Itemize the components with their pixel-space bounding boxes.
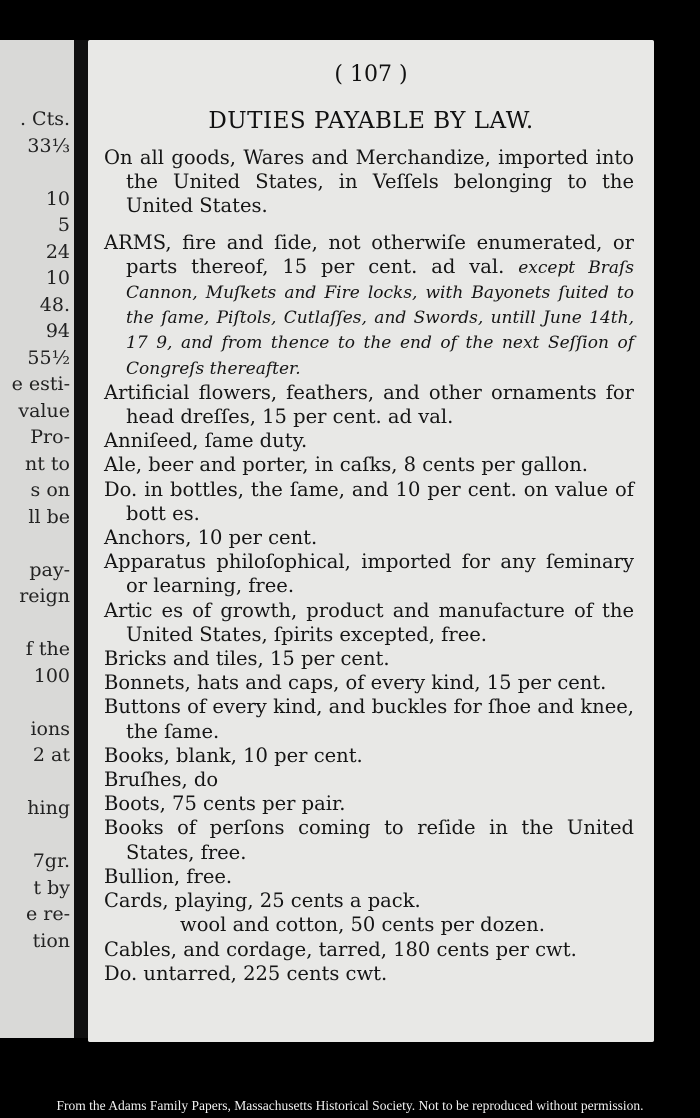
left-page-line: reign xyxy=(19,585,70,607)
left-page-line: t by xyxy=(33,876,70,899)
arms-exception: except Braſs Cannon, Muſkets and Fire locks, with Bayonets ſuited to the ſame, Piſtols, Cutlaſſes, and Swords, untill June 14th, 17 9, and from thence to the end of the next Seſſion of Congreſs thereafter. xyxy=(126,257,634,379)
intro-paragraph: On all goods, Wares and Merchandize, imported into the United States, in Veſſels belonging to the United States. xyxy=(104,146,634,218)
duty-entry: Ale, beer and porter, in caſks, 8 cents per gallon. xyxy=(104,453,588,477)
duty-entry: Cables, and cordage, tarred, 180 cents per cwt. xyxy=(104,937,577,961)
duty-entry: Bonnets, hats and caps, of every kind, 15 per cent. xyxy=(104,671,607,695)
duty-entry: Bruſhes, do xyxy=(104,768,219,792)
left-page-line: 5 xyxy=(57,214,70,236)
duty-entry: Books, blank, 10 per cent. xyxy=(104,743,363,767)
duty-entry: Buttons of every kind, and buckles for ſhoe and knee, the ſame. xyxy=(104,695,634,743)
left-page-line: nt to xyxy=(25,452,70,475)
left-page-line: ions xyxy=(30,717,70,740)
left-page-line: Pro- xyxy=(30,426,70,448)
entry-arms xyxy=(104,231,634,381)
left-page-line: 100 xyxy=(33,664,70,687)
left-page-line: ll be xyxy=(28,505,70,528)
duty-entry: Bullion, free. xyxy=(104,864,233,888)
arms-text: ARMS, fire and ſide, not otherwiſe enumerated, or parts thereof, 15 per cent. ad val. xyxy=(104,230,634,278)
entry-list xyxy=(104,381,634,913)
left-page-line: 94 xyxy=(45,320,70,342)
left-page-line: . Cts. xyxy=(19,108,70,130)
left-page-line: 7gr. xyxy=(32,850,70,872)
duty-entry: Books of perſons coming to reſide in the United States, free. xyxy=(104,816,634,864)
left-page-line: 2 at xyxy=(32,744,70,766)
left-page-line: s on xyxy=(30,479,70,501)
left-page-line: 33⅓ xyxy=(27,134,70,157)
duty-entry: Apparatus philoſophical, imported for any ſeminary or learning, free. xyxy=(104,550,634,598)
page-number: ( 107 ) xyxy=(334,62,408,87)
entry-list-tail xyxy=(104,938,634,986)
duty-entries xyxy=(104,146,634,986)
left-page-line: pay- xyxy=(29,558,70,581)
left-page-line: e re- xyxy=(25,903,70,925)
duty-entry: Boots, 75 cents per pair. xyxy=(104,792,346,816)
book-gutter xyxy=(74,40,88,1038)
left-page-line: 10 xyxy=(45,187,70,210)
right-margin xyxy=(654,40,700,1042)
duty-entry: Artic es of growth, product and manufacture of the United States, ſpirits excepted, free. xyxy=(104,598,634,646)
left-page-line: 24 xyxy=(45,240,70,263)
duty-entry: Cards, playing, 25 cents a pack. xyxy=(104,889,421,913)
left-page-line: 10 xyxy=(45,267,70,289)
page-heading: DUTIES PAYABLE BY LAW. xyxy=(208,108,534,134)
duty-entry: Anchors, 10 per cent. xyxy=(104,526,318,550)
left-page-line: 55½ xyxy=(27,346,70,369)
left-page-line: e esti- xyxy=(11,373,70,395)
left-page-line: f the xyxy=(25,638,70,660)
duty-entry: Do. in bottles, the ſame, and 10 per cent. on value of bott es. xyxy=(104,477,634,525)
left-page-line: value xyxy=(18,399,70,422)
left-page-line: hing xyxy=(27,797,70,819)
entry-cards-wool: wool and cotton, 50 cents per dozen. xyxy=(180,913,545,937)
left-page-line: tion xyxy=(32,929,70,952)
duty-entry: Anniſeed, ſame duty. xyxy=(104,429,308,453)
footer-credit: From the Adams Family Papers, Massachusetts Historical Society. Not to be reproduced without permission. xyxy=(56,1098,644,1113)
duty-entry: Artificial flowers, feathers, and other ornaments for head dreſſes, 15 per cent. ad val. xyxy=(104,380,634,429)
left-page-fragment xyxy=(0,40,74,1038)
duty-entry: Bricks and tiles, 15 per cent. xyxy=(104,647,390,671)
left-page-line: 48. xyxy=(39,293,70,316)
document-page xyxy=(88,40,654,1042)
duty-entry: Do. untarred, 225 cents cwt. xyxy=(104,961,388,985)
